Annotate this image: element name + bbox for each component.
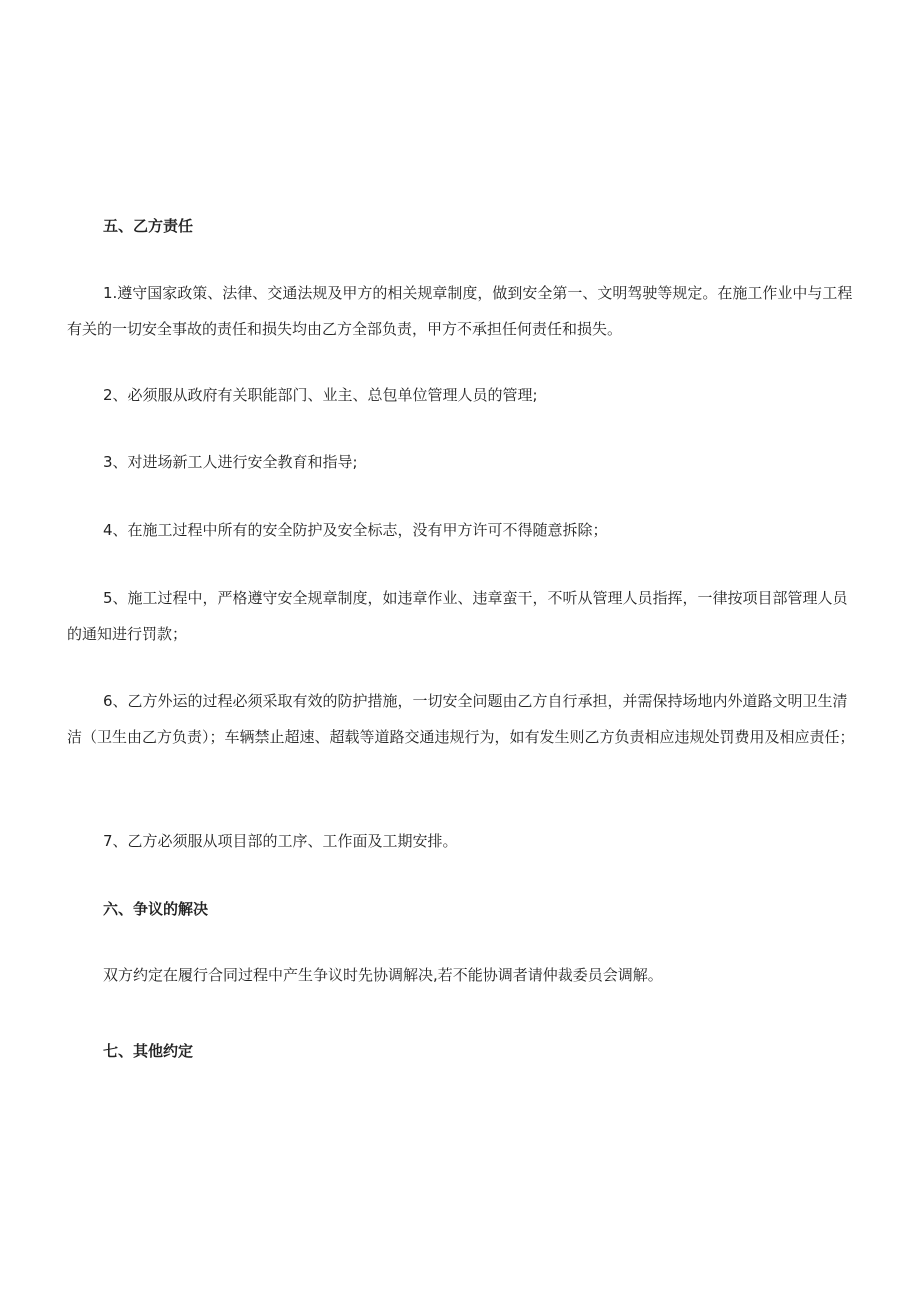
section-seven-heading: 七、其他约定 — [103, 1042, 194, 1060]
clause-3: 3、对进场新工人进行安全教育和指导; — [103, 453, 358, 471]
clause-7: 7、乙方必须服从项目部的工序、工作面及工期安排。 — [103, 832, 458, 850]
clause-6: 6、乙方外运的过程必须采取有效的防护措施，一切安全问题由乙方自行承担，并需保持场地内外道路文明卫生清洁（卫生由乙方负责）；车辆禁止超速、超载等道路交通违规行为，如有发生则乙方负责相应违规处罚费用及相应责任； — [67, 692, 855, 746]
clause-2: 2、必须服从政府有关职能部门、业主、总包单位管理人员的管理; — [103, 386, 538, 404]
section-six-heading: 六、争议的解决 — [103, 900, 209, 918]
section-six-body: 双方约定在履行合同过程中产生争议时先协调解决,若不能协调者请仲裁委员会调解。 — [103, 966, 663, 984]
clause-5: 5、施工过程中，严格遵守安全规章制度，如违章作业、违章蛮干，不听从管理人员指挥，一律按项目部管理人员的通知进行罚款； — [67, 589, 848, 643]
clause-4: 4、在施工过程中所有的安全防护及安全标志，没有甲方许可不得随意拆除； — [103, 521, 608, 539]
section-five-heading: 五、乙方责任 — [103, 217, 194, 235]
clause-1: 1.遵守国家政策、法律、交通法规及甲方的相关规章制度，做到安全第一、文明驾驶等规定。在施工作业中与工程有关的一切安全事故的责任和损失均由乙方全部负责，甲方不承担任何责任和损失。 — [67, 284, 853, 338]
